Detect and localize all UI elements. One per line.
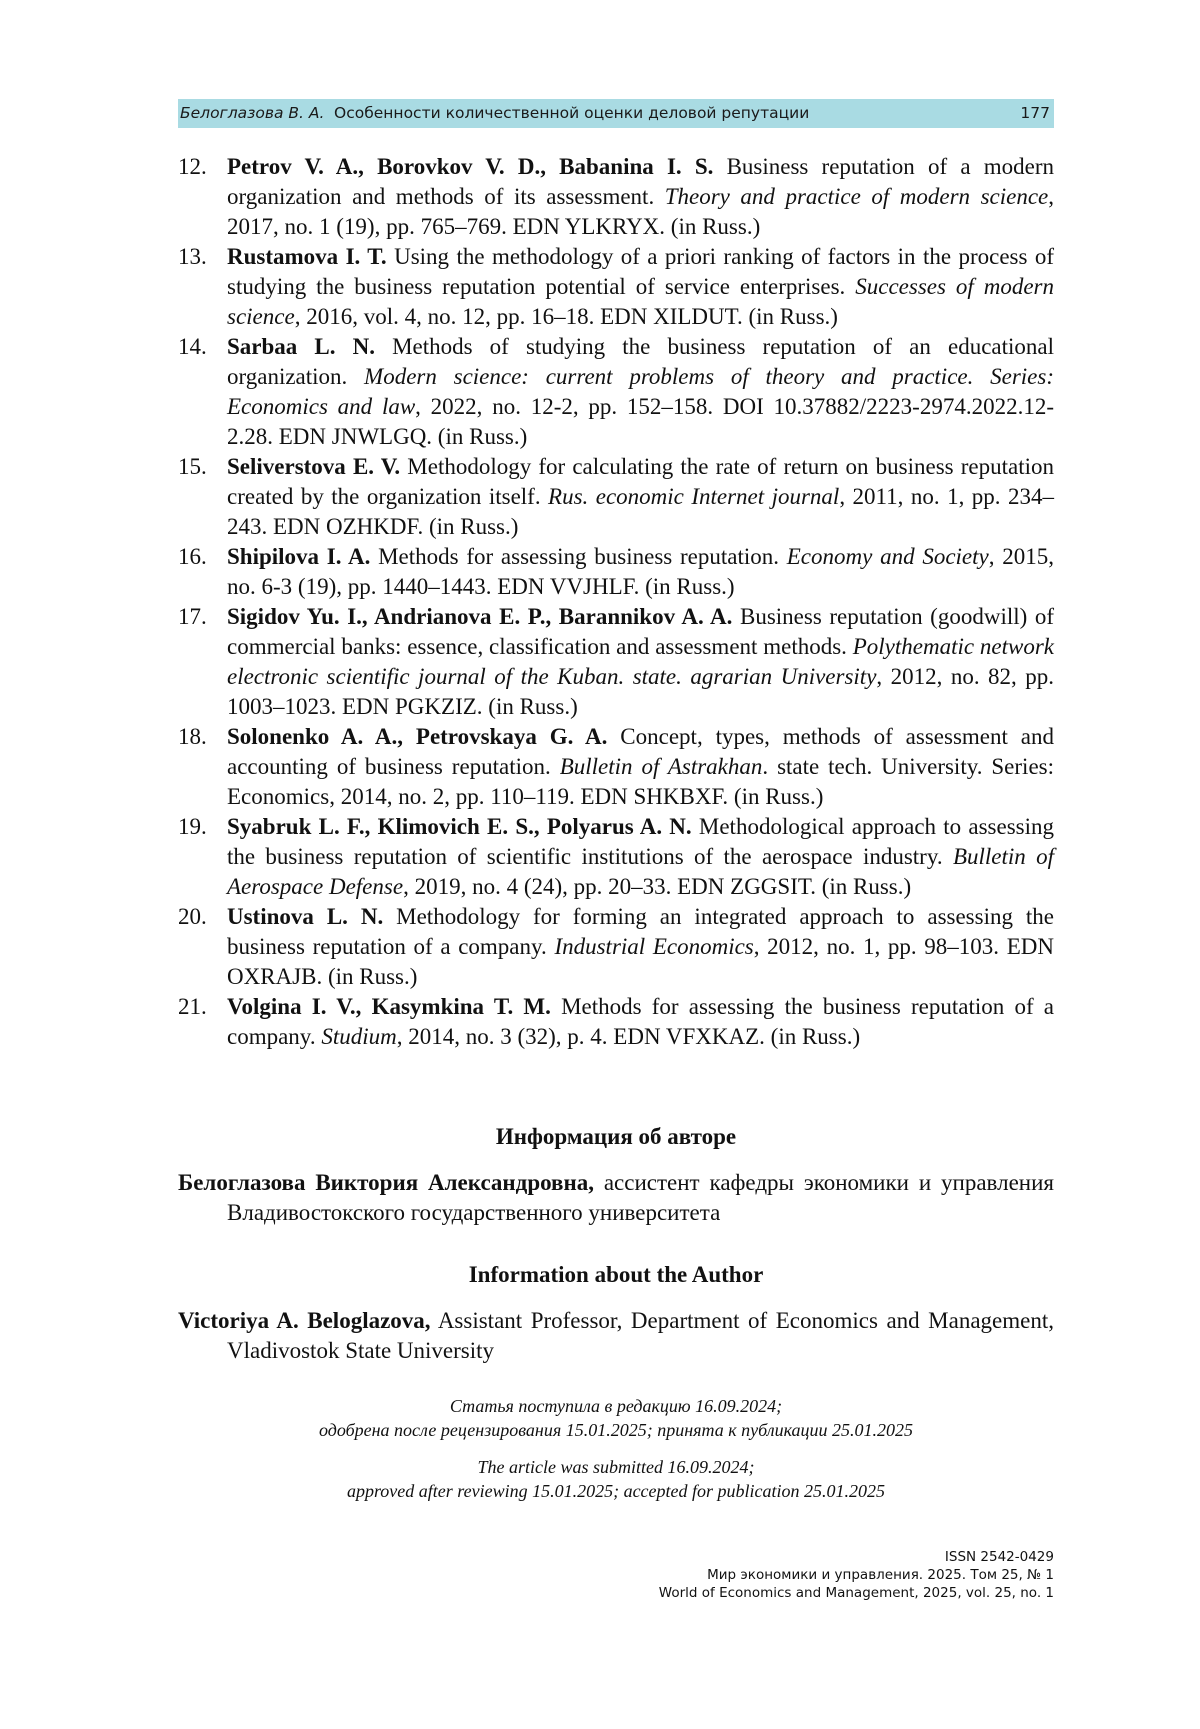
reference-item bbox=[178, 152, 1054, 242]
reference-source: Polythematic network electronic scientific journal of the Kuban. state. agrarian University bbox=[227, 634, 1054, 689]
reference-title: Methods for assessing business reputation. bbox=[370, 544, 787, 569]
reference-details: . state tech. University. Series: Economics, 2014, no. 2, pp. 110–119. EDN SHKBXF. (in Russ.) bbox=[227, 754, 1054, 809]
reference-item bbox=[178, 902, 1054, 992]
dates-ru-line-2: одобрена после рецензирования 15.01.2025; принята к публикации 25.01.2025 bbox=[318, 1420, 914, 1440]
author-name-ru: Белоглазова Виктория Александровна, bbox=[178, 1170, 594, 1195]
reference-details: , 2022, no. 12-2, pp. 152–158. DOI 10.37882/2223-2974.2022.12-2.28. EDN JNWLGQ. (in Russ.) bbox=[227, 394, 1054, 449]
reference-source: Economy and Society bbox=[786, 544, 989, 569]
footer-journal-ru: Мир экономики и управления. 2025. Том 25, № 1 bbox=[707, 1567, 1054, 1583]
reference-authors: Ustinova L. N. bbox=[227, 904, 384, 929]
author-info-heading-en: Information about the Author bbox=[468, 1262, 764, 1287]
reference-item bbox=[178, 812, 1054, 902]
reference-title: Methods of studying the business reputation of an educational organization. bbox=[227, 334, 1054, 389]
page-number: 177 bbox=[1020, 104, 1050, 122]
reference-source: Successes of modern science bbox=[227, 274, 1054, 329]
reference-source: Modern science: current problems of theory and practice. Series: Economics and law bbox=[227, 364, 1054, 419]
reference-number: 15. bbox=[178, 454, 207, 479]
reference-number: 20. bbox=[178, 904, 207, 929]
reference-title: Business reputation (goodwill) of commercial banks: essence, classification and assessment methods. bbox=[227, 604, 1055, 659]
footer-issn: ISSN 2542-0429 bbox=[944, 1549, 1054, 1565]
reference-source: Rus. economic Internet journal bbox=[548, 484, 840, 509]
reference-item bbox=[178, 242, 1054, 332]
dates-en-line-2: approved after reviewing 15.01.2025; accepted for publication 25.01.2025 bbox=[346, 1481, 886, 1501]
reference-authors: Syabruk L. F., Klimovich E. S., Polyarus A. N. bbox=[227, 814, 692, 839]
reference-list bbox=[178, 152, 1054, 1052]
reference-details: , 2011, no. 1, pp. 234–243. EDN OZHKDF. (in Russ.) bbox=[227, 484, 1054, 539]
author-info-heading-ru: Информация об авторе bbox=[495, 1124, 737, 1149]
reference-details: , 2015, no. 6-3 (19), pp. 1440–1443. EDN VVJHLF. (in Russ.) bbox=[227, 544, 1055, 599]
reference-item bbox=[178, 602, 1054, 722]
reference-item bbox=[178, 452, 1054, 542]
reference-number: 16. bbox=[178, 544, 207, 569]
reference-title: Methodological approach to assessing the business reputation of scientific institutions of the aerospace industry. bbox=[227, 814, 1054, 869]
author-info-ru bbox=[178, 1168, 1054, 1228]
author-info-en bbox=[178, 1306, 1054, 1366]
reference-source: Bulletin of Astrakhan bbox=[559, 754, 763, 779]
header-title: Особенности количественной оценки деловой репутации bbox=[334, 104, 810, 122]
reference-source: Industrial Economics bbox=[554, 934, 754, 959]
reference-authors: Shipilova I. A. bbox=[227, 544, 371, 569]
reference-authors: Sigidov Yu. I., Andrianova E. P., Barannikov A. A. bbox=[227, 604, 733, 629]
reference-title: Methodology for forming an integrated approach to assessing the business reputation of a company. bbox=[227, 904, 1054, 959]
running-header bbox=[178, 99, 1054, 128]
reference-source: Studium bbox=[321, 1024, 397, 1049]
reference-authors: Volgina I. V., Kasymkina T. M. bbox=[227, 994, 551, 1019]
reference-source: Theory and practice of modern science bbox=[664, 184, 1049, 209]
reference-number: 17. bbox=[178, 604, 207, 629]
reference-details: , 2012, no. 82, pp. 1003–1023. EDN PGKZIZ. (in Russ.) bbox=[227, 664, 1054, 719]
reference-title: Using the methodology of a priori ranking of factors in the process of studying the business reputation potential of service enterprises. bbox=[227, 244, 1055, 299]
reference-authors: Seliverstova E. V. bbox=[227, 454, 401, 479]
reference-number: 12. bbox=[178, 154, 207, 179]
reference-details: , 2016, vol. 4, no. 12, pp. 16–18. EDN XILDUT. (in Russ.) bbox=[294, 304, 838, 329]
reference-number: 18. bbox=[178, 724, 207, 749]
reference-item bbox=[178, 542, 1054, 602]
author-name-en: Victoriya A. Beloglazova, bbox=[178, 1308, 431, 1333]
reference-source: Bulletin of Aerospace Defense bbox=[227, 844, 1054, 899]
reference-details: , 2019, no. 4 (24), pp. 20–33. EDN ZGGSIT. (in Russ.) bbox=[403, 874, 912, 899]
reference-authors: Petrov V. A., Borovkov V. D., Babanina I. S. bbox=[227, 154, 714, 179]
journal-footer bbox=[659, 1548, 1054, 1602]
reference-details: , 2017, no. 1 (19), pp. 765–769. EDN YLKRYX. (in Russ.) bbox=[227, 184, 1054, 239]
reference-title: Business reputation of a modern organization and methods of its assessment. bbox=[227, 154, 1054, 209]
article-dates-en bbox=[178, 1455, 1054, 1503]
dates-ru-line-1: Статья поступила в редакцию 16.09.2024; bbox=[449, 1396, 783, 1416]
reference-item bbox=[178, 722, 1054, 812]
article-dates-ru bbox=[178, 1394, 1054, 1442]
reference-number: 21. bbox=[178, 994, 207, 1019]
dates-en-line-1: The article was submitted 16.09.2024; bbox=[477, 1457, 755, 1477]
reference-details: , 2012, no. 1, pp. 98–103. EDN OXRAJB. (in Russ.) bbox=[227, 934, 1054, 989]
footer-journal-en: World of Economics and Management, 2025, vol. 25, no. 1 bbox=[658, 1585, 1054, 1601]
reference-title: Concept, types, methods of assessment and accounting of business reputation. bbox=[227, 724, 1054, 779]
author-description-en: Assistant Professor, Department of Economics and Management, Vladivostok State University bbox=[227, 1308, 1054, 1363]
reference-details: , 2014, no. 3 (32), p. 4. EDN VFXKAZ. (in Russ.) bbox=[396, 1024, 861, 1049]
reference-title: Methodology for calculating the rate of return on business reputation created by the organization itself. bbox=[227, 454, 1054, 509]
reference-item bbox=[178, 332, 1054, 452]
author-description-ru: ассистент кафедры экономики и управления Владивостокского государственного университета bbox=[227, 1170, 1054, 1225]
reference-number: 19. bbox=[178, 814, 207, 839]
reference-authors: Sarbaa L. N. bbox=[227, 334, 375, 359]
reference-number: 14. bbox=[178, 334, 207, 359]
header-author: Белоглазова В. А. bbox=[180, 104, 325, 122]
reference-number: 13. bbox=[178, 244, 207, 269]
reference-authors: Rustamova I. T. bbox=[227, 244, 387, 269]
reference-title: Methods for assessing the business reputation of a company. bbox=[227, 994, 1055, 1049]
reference-item bbox=[178, 992, 1054, 1052]
reference-authors: Solonenko A. A., Petrovskaya G. A. bbox=[227, 724, 608, 749]
